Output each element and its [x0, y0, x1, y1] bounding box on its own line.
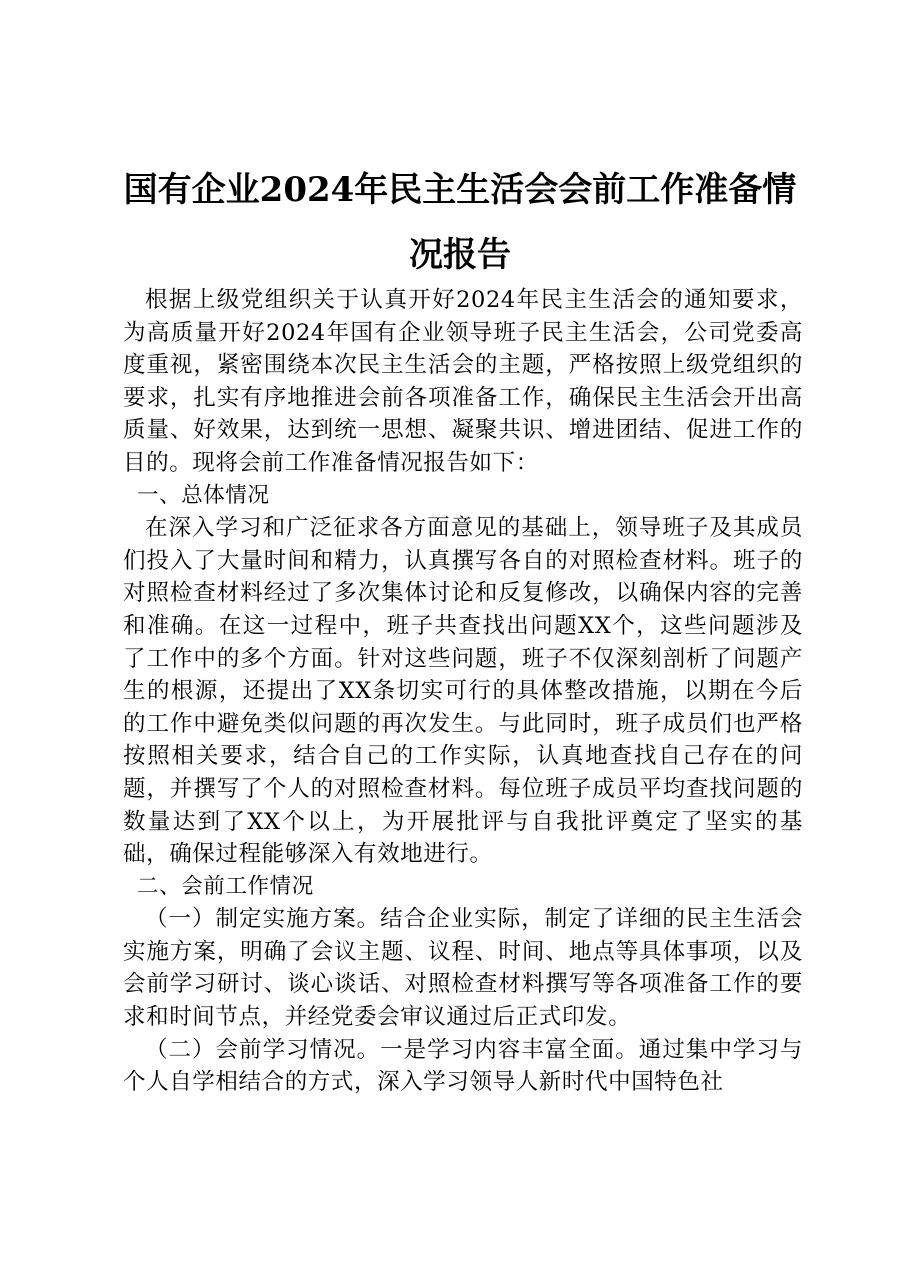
section-2-heading: 二、会前工作情况 — [137, 873, 314, 899]
section-1-paragraph: 在深入学习和广泛征求各方面意见的基础上，领导班子及其成员们投入了大量时间和精力，认真撰写各自的对照检查材料。班子的对照检查材料经过了多次集体讨论和反复修改，以确保内容的完善和准确。在这一过程中，班子共查找出问题XX个，这些问题涉及了工作中的多个方面。针对这些问题，班子不仅深刻剖析了问题产生的根源，还提出了XX条切实可行的具体整改措施，以期在今后的工作中避免类似问题的再次发生。与此同时，班子成员们也严格按照相关要求，结合自己的工作实际，认真地查找自己存在的问题，并撰写了个人的对照检查材料。每位班子成员平均查找问题的数量达到了XX个以上，为开展批评与自我批评奠定了坚实的基础，确保过程能够深入有效地进行。 — [123, 515, 803, 868]
section-2-paragraph-1: （一）制定实施方案。结合企业实际，制定了详细的民主生活会实施方案，明确了会议主题、议程、时间、地点等具体事项，以及会前学习研讨、谈心谈话、对照检查材料撰写等各项准备工作的要求和时间节点，并经党委会审议通过后正式印发。 — [123, 906, 803, 1031]
section-1-heading: 一、总体情况 — [137, 482, 270, 508]
section-2-paragraph-2: （二）会前学习情况。一是学习内容丰富全面。通过集中学习与个人自学相结合的方式，深入学习领导人新时代中国特色社 — [123, 1036, 803, 1096]
document-body — [123, 284, 803, 1099]
document-title-line-2: 况报告 — [409, 235, 511, 275]
intro-paragraph: 根据上级党组织关于认真开好2024年民主生活会的通知要求，为高质量开好2024年国有企业领导班子民主生活会，公司党委高度重视，紧密围绕本次民主生活会的主题，严格按照上级党组织的要求，扎实有序地推进会前各项准备工作，确保民主生活会开出高质量、好效果，达到统一思想、凝聚共识、增进团结、促进工作的目的。现将会前工作准备情况报告如下： — [123, 287, 803, 476]
document-title-line-1: 国有企业2024年民主生活会会前工作准备情 — [123, 170, 797, 210]
